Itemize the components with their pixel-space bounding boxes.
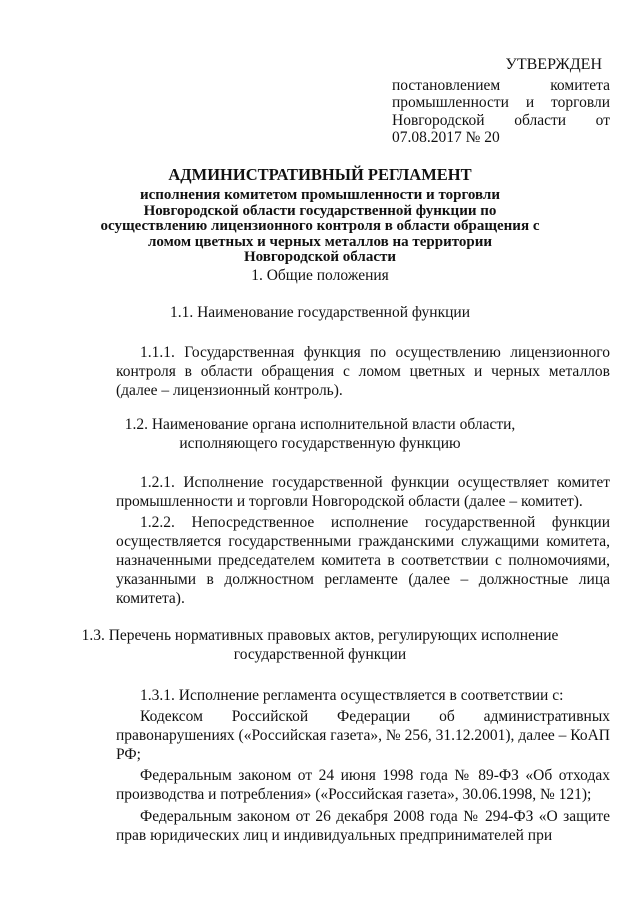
subsection-heading-line: 1.3. Перечень нормативных правовых актов, регулирующих исполнение	[81, 627, 559, 644]
approval-line: промышленности и торговли	[392, 94, 610, 111]
approval-line: Новгородской области от	[392, 111, 610, 129]
subsection-heading-line: исполняющего государственную функцию	[179, 435, 461, 452]
paragraph: Кодексом Российской Федерации об административных правонарушениях («Российская газета», № 256, 31.12.2001), далее – КоАП РФ;	[116, 708, 610, 763]
paragraph: Федеральным законом от 26 декабря 2008 года № 294-ФЗ «О защите прав юридических лиц и индивидуальных предпринимателей при	[116, 808, 610, 844]
paragraph: Федеральным законом от 24 июня 1998 года № 89-ФЗ «Об отходах производства и потребления» («Российская газета», 30.06.1998, № 121);	[116, 767, 610, 803]
document-subtitle: исполнения комитетом промышленности и торговли Новгородской области государственной функции по осуществлению лицензионного контроля в области обращения с ломом цветных и черных металлов на территории Новгородской области	[100, 187, 540, 265]
subsection-heading-line: 1.2. Наименование органа исполнительной власти области,	[124, 416, 516, 433]
approval-block	[392, 56, 610, 147]
section-heading: 1. Общие положения	[251, 267, 389, 284]
paragraph: 1.2.2. Непосредственное исполнение государственной функции осуществляется государственными гражданскими служащими комитета, назначенными председателем комитета в соответствии с полномочиями, указанными в должностном регламенте (далее – должностные лица комитета).	[116, 514, 610, 607]
paragraph: 1.3.1. Исполнение регламента осуществляется в соответствии с:	[140, 687, 564, 704]
subsection-heading-line: государственной функции	[233, 646, 407, 663]
approval-heading: УТВЕРЖДЕН	[505, 56, 602, 73]
document-title: АДМИНИСТРАТИВНЫЙ РЕГЛАМЕНТ	[168, 165, 472, 184]
approval-date: 07.08.2017 № 20	[392, 129, 500, 146]
subsection-heading: 1.1. Наименование государственной функции	[169, 304, 471, 321]
paragraph: 1.2.1. Исполнение государственной функции осуществляет комитет промышленности и торговли Новгородской области (далее – комитет).	[116, 474, 610, 510]
approval-line: постановлением комитета	[392, 76, 610, 94]
paragraph: 1.1.1. Государственная функция по осуществлению лицензионного контроля в области обращения с ломом цветных и черных металлов (далее – лицензионный контроль).	[116, 344, 610, 399]
